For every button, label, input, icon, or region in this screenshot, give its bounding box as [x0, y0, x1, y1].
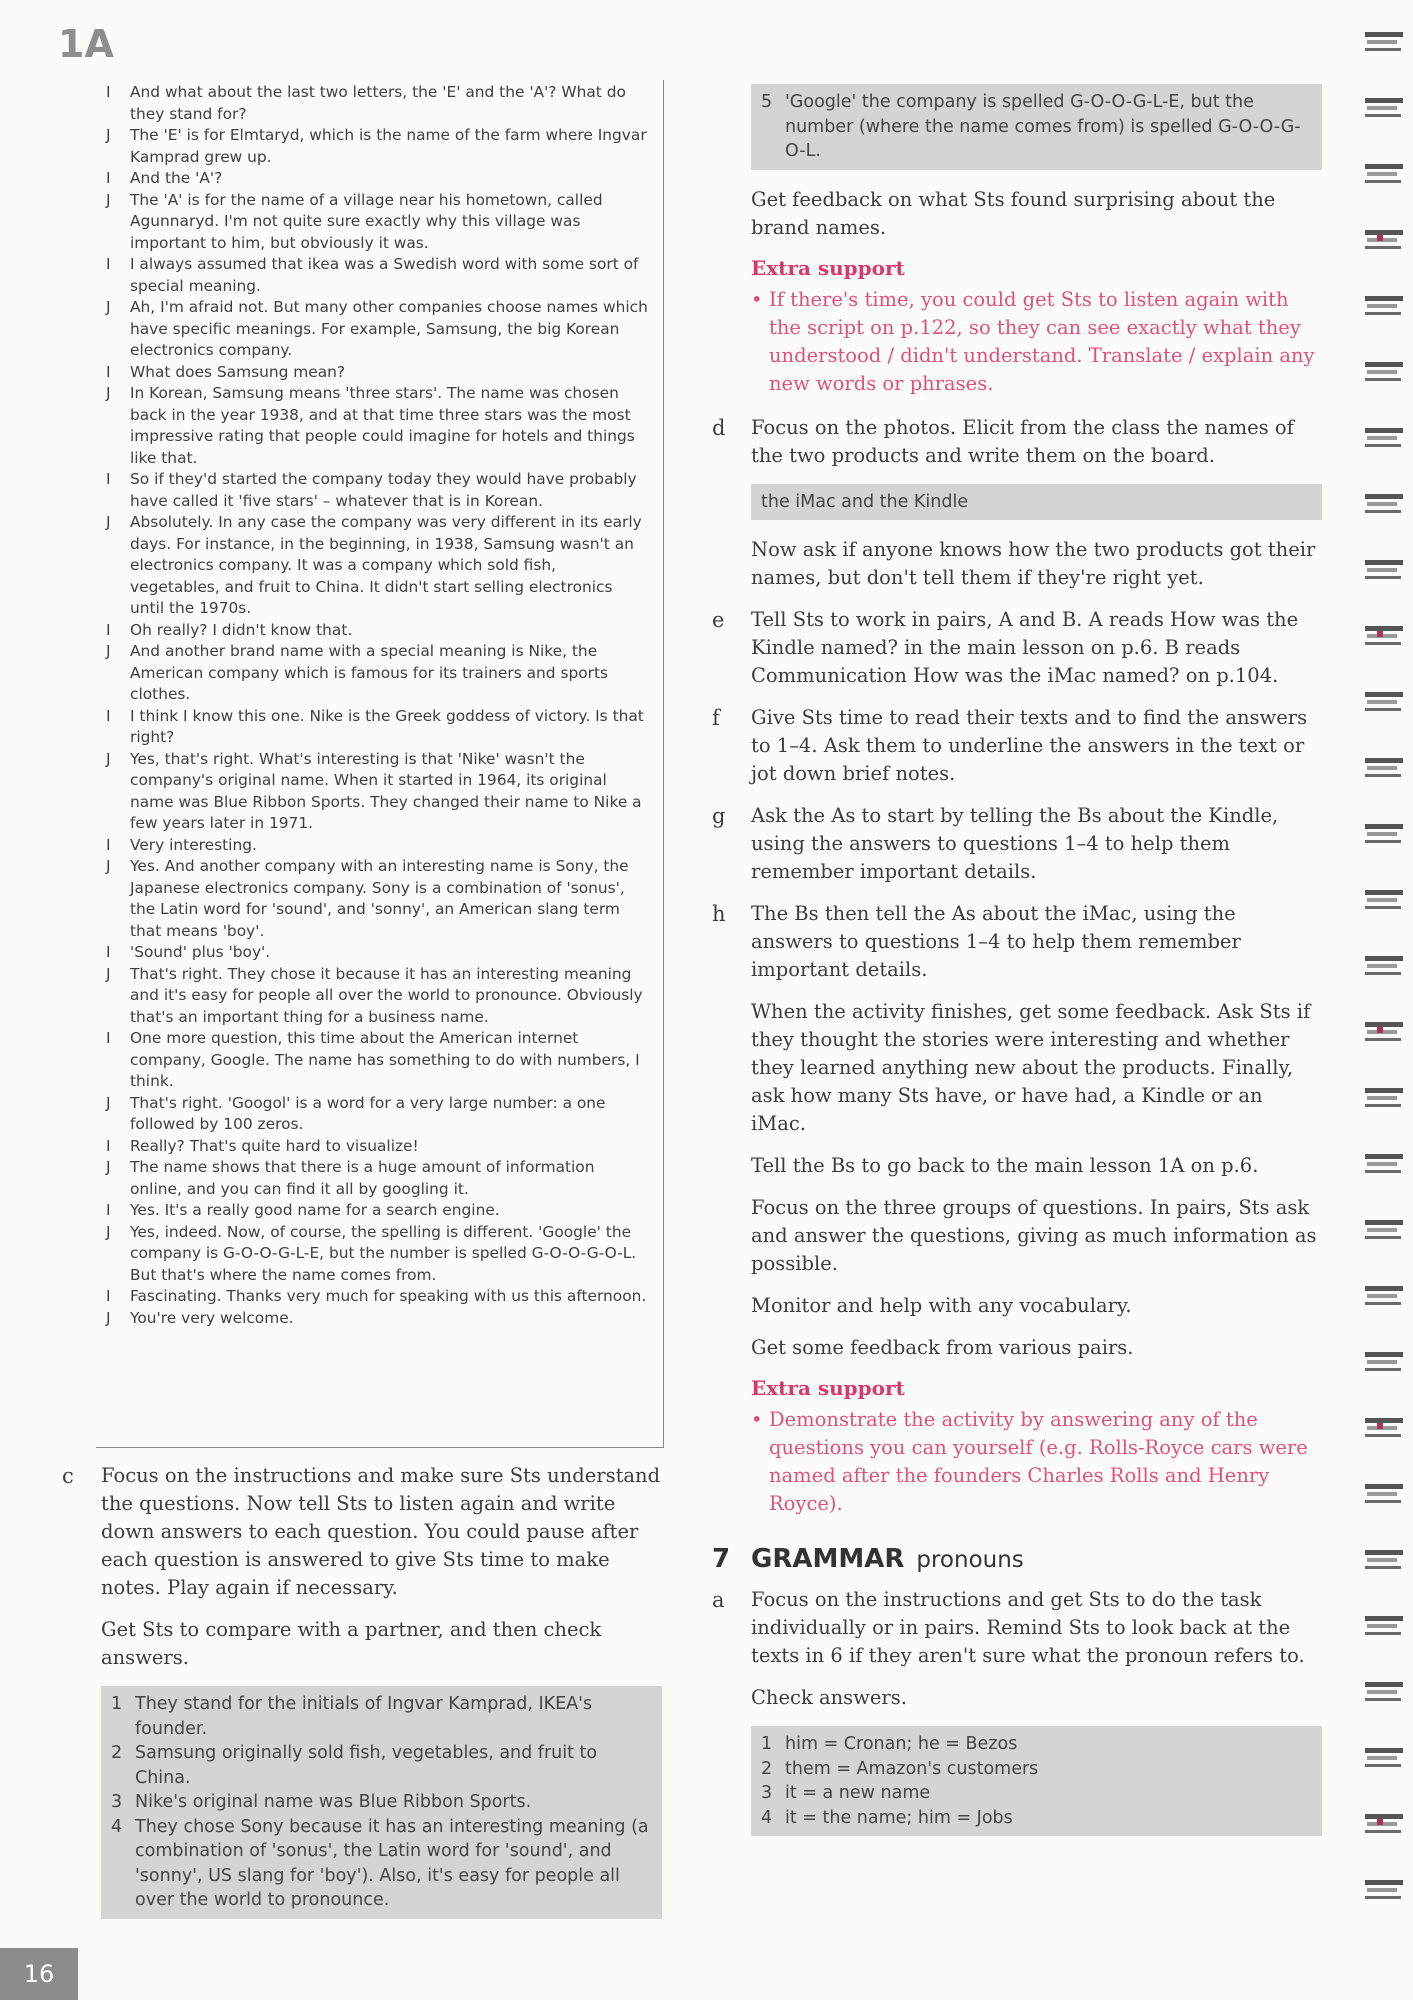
script-text: And another brand name with a special meaning is Nike, the American company which is famous for its trainers and sports clothes. [130, 642, 609, 703]
answer-text: They chose Sony because it has an interesting meaning (a combination of 'sonus', the Latin word for 'sound', and 'sonny', US slang for 'boy'). Also, it's easy for people all over the world to pronounce. [135, 1816, 649, 1910]
binding-ring [1365, 556, 1405, 586]
answer-box [751, 1726, 1322, 1836]
script-text: And what about the last two letters, the 'E' and the 'A'? What do they stand for? [130, 83, 626, 123]
script-line [106, 856, 649, 942]
paragraph: Get Sts to compare with a partner, and then check answers. [101, 1618, 602, 1669]
extra-support-heading: Extra support [751, 1376, 905, 1400]
script-line [106, 383, 649, 469]
script-text: That's right. They chose it because it has an interesting meaning and it's easy for people all over the world to pronounce. Obviously that's an important thing for a business name. [130, 964, 643, 1026]
answer-row [761, 1806, 1312, 1831]
script-text: That's right. 'Googol' is a word for a very large number: a one followed by 100 zeros. [130, 1093, 606, 1133]
section-title: GRAMMAR [751, 1544, 905, 1574]
answer-row [111, 1790, 652, 1815]
paragraph: Get feedback on what Sts found surprising about the brand names. [751, 187, 1276, 239]
binding-ring [1365, 820, 1405, 850]
script-text: Really? That's quite hard to visualize! [130, 1136, 419, 1155]
extra-support-body: If there's time, you could get Sts to listen again with the script on p.122, so they can see exactly what they understood / didn't understand. Translate / explain any new words or phrases. [769, 287, 1315, 395]
step-h [712, 900, 1322, 984]
script-line [106, 1308, 649, 1330]
script-text: Ah, I'm afraid not. But many other companies choose names which have specific meanings. For example, Samsung, the big Korean electronics company. [130, 298, 648, 359]
step-f [712, 704, 1322, 788]
binding-ring [1365, 886, 1405, 916]
speaker-label: I [106, 706, 111, 725]
script-line [106, 125, 649, 168]
speaker-label: I [106, 620, 111, 639]
speaker-label: J [106, 513, 111, 531]
script-line [106, 641, 649, 706]
extra-support-body: Demonstrate the activity by answering any of the questions you can yourself (e.g. Rolls-Royce cars were named after the founders Charles Rolls and Henry Royce). [769, 1408, 1308, 1515]
script-text: What does Samsung mean? [130, 362, 346, 381]
speaker-label: I [106, 83, 111, 101]
script-text: The 'A' is for the name of a village near his hometown, called Agunnaryd. I'm not quite sure exactly why this village was important to him, but obviously it was. [130, 190, 603, 252]
answer-text: them = Amazon's customers [785, 1758, 1039, 1779]
script-text: Fascinating. Thanks very much for speaking with us this afternoon. [130, 1287, 647, 1305]
answer-text: him = Cronan; he = Bezos [785, 1734, 1018, 1754]
step-c [62, 1462, 662, 1602]
script-text: The 'E' is for Elmtaryd, which is the name of the farm where Ingvar Kamprad grew up. [130, 126, 647, 166]
script-line [106, 190, 649, 255]
binding-ring [1365, 424, 1405, 454]
script-text: Yes. It's a really good name for a search engine. [130, 1201, 500, 1219]
step-text: Tell Sts to work in pairs, A and B. A reads How was the Kindle named? in the main lesson on p.6. B reads Communication How was the iMac named? on p.104. [751, 608, 1299, 687]
answer-text: it = the name; him = Jobs [785, 1807, 1013, 1828]
script-line [106, 82, 649, 125]
binding-ring [1365, 1150, 1405, 1180]
right-column [712, 84, 1322, 1852]
speaker-label: J [106, 1308, 111, 1327]
script-line [106, 1200, 649, 1222]
step-letter: d [712, 415, 726, 440]
paragraph: Now ask if anyone knows how the two products got their names, but don't tell them if they're right yet. [751, 538, 1316, 589]
script-line [106, 297, 649, 362]
answer-row [111, 1741, 652, 1790]
answer-box [751, 84, 1322, 170]
script-line [106, 1222, 649, 1287]
answer-num: 4 [111, 1816, 123, 1837]
speaker-label: I [106, 1201, 111, 1219]
left-column [62, 1462, 662, 1935]
answer-num: 3 [761, 1783, 773, 1803]
binding-ring [1365, 490, 1405, 520]
script-line [106, 835, 649, 857]
step-text: Give Sts time to read their texts and to find the answers to 1–4. Ask them to underline the answers in the text or jot down brief notes. [751, 706, 1308, 785]
binding-ring [1365, 688, 1405, 718]
script-text: Yes, that's right. What's interesting is that 'Nike' wasn't the company's original name. When it started in 1964, its original name was Blue Ribbon Sports. They changed their name to Nike a few years later in 1971. [130, 749, 642, 832]
script-text: So if they'd started the company today they would have probably have called it 'five stars' – whatever that is in Korean. [130, 470, 637, 510]
speaker-label: J [106, 642, 111, 660]
script-line [106, 942, 649, 964]
answer-text: the iMac and the Kindle [761, 491, 969, 512]
answer-num: 1 [111, 1694, 123, 1714]
extra-support-text [751, 286, 1322, 398]
step-text: Ask the As to start by telling the Bs about the Kindle, using the answers to questions 1–4 to help them remember important details. [751, 804, 1279, 883]
script-text: One more question, this time about the American internet company, Google. The name has something to do with numbers, I think. [130, 1029, 640, 1090]
speaker-label: I [106, 255, 111, 273]
step-letter: h [712, 902, 726, 926]
speaker-label: I [106, 1136, 111, 1155]
section-subtitle: pronouns [916, 1547, 1024, 1573]
step-letter: c [62, 1464, 74, 1488]
step-text: Focus on the photos. Elicit from the class the names of the two products and write them on the board. [751, 415, 1294, 467]
script-line [106, 1093, 649, 1136]
speaker-label: J [106, 190, 111, 209]
speaker-label: I [106, 1029, 111, 1047]
script-text: You're very welcome. [130, 1308, 294, 1327]
binding-ring [1365, 28, 1405, 58]
step-letter: a [712, 1588, 725, 1612]
speaker-label: I [106, 835, 111, 854]
speaker-label: I [106, 470, 111, 488]
script-line [106, 1136, 649, 1158]
step-letter: f [712, 706, 720, 730]
script-text: In Korean, Samsung means 'three stars'. The name was chosen back in the year 1938, and at that time three stars was the most impressive rating that people could imagine for hotels and things like that. [130, 384, 635, 467]
answer-row [111, 1815, 652, 1913]
answer-num: 5 [761, 92, 773, 112]
binding-ring [1365, 1744, 1405, 1774]
bullet-icon: • [751, 287, 763, 311]
script-text: Yes, indeed. Now, of course, the spelling is different. 'Google' the company is G-O-O-G-L-E, but the number is spelled G-O-O-G-O-L. But that's where the name comes from. [130, 1222, 637, 1284]
binding-ring [1365, 754, 1405, 784]
paragraph: When the activity finishes, get some feedback. Ask Sts if they thought the stories were interesting and whether they learned anything new about the products. Finally, ask how many Sts have, or have had, a Kindle or an iMac. [751, 1000, 1311, 1135]
bullet-icon: • [751, 1408, 763, 1431]
answer-box [751, 484, 1322, 521]
script-line [106, 168, 649, 190]
speaker-label: J [106, 1222, 111, 1241]
answer-text: it = a new name [785, 1783, 931, 1803]
speaker-label: I [106, 362, 111, 381]
answer-text: They stand for the initials of Ingvar Kamprad, IKEA's founder. [135, 1694, 593, 1739]
step-letter: e [712, 608, 725, 632]
script-line [106, 1286, 649, 1308]
speaker-label: J [106, 126, 111, 144]
binding-ring [1365, 358, 1405, 388]
script-text: Absolutely. In any case the company was very different in its early days. For instance, in the beginning, in 1938, Samsung wasn't an electronics company. It was a company which sold fish, vegetables, and fruit to China. It didn't start selling electronics until the 1970s. [130, 513, 642, 617]
script-text: Very interesting. [130, 835, 257, 854]
step-text: The Bs then tell the As about the iMac, using the answers to questions 1–4 to help them remember important details. [751, 902, 1241, 981]
binding-ring [1365, 1810, 1405, 1840]
speaker-label: J [106, 749, 111, 768]
script-text: Yes. And another company with an interesting name is Sony, the Japanese electronics company. Sony is a combination of 'sonus', the Latin word for 'sound', and 'sonny', an American slang term that means 'boy'. [130, 857, 629, 940]
script-line [106, 1028, 649, 1093]
answer-text: Samsung originally sold fish, vegetables, and fruit to China. [135, 1743, 598, 1788]
paragraph: Focus on the three groups of questions. In pairs, Sts ask and answer the questions, giving as much information as possible. [751, 1196, 1317, 1275]
speaker-label: I [106, 943, 111, 961]
unit-label: 1A [58, 22, 114, 66]
step-text: Focus on the instructions and get Sts to do the task individually or in pairs. Remind Sts to look back at the texts in 6 if they aren't sure what the pronoun refers to. [751, 1588, 1305, 1667]
binding-ring [1365, 1216, 1405, 1246]
speaker-label: I [106, 1287, 111, 1305]
speaker-label: J [106, 1158, 111, 1176]
script-line [106, 254, 649, 297]
page-number: 16 [0, 1948, 78, 2000]
step-g [712, 802, 1322, 886]
binding-ring [1365, 1348, 1405, 1378]
paragraph: Monitor and help with any vocabulary. [751, 1294, 1132, 1317]
binding-ring [1365, 1876, 1405, 1906]
binding-ring [1365, 292, 1405, 322]
speaker-label: J [106, 1093, 111, 1112]
binding-ring [1365, 94, 1405, 124]
extra-support-text [751, 1406, 1322, 1518]
speaker-label: J [106, 857, 111, 875]
step-7a [712, 1586, 1322, 1670]
section-number: 7 [712, 1544, 731, 1574]
answer-row [111, 1692, 652, 1741]
binding-ring [1365, 1018, 1405, 1048]
answer-num: 2 [111, 1743, 123, 1763]
binding-ring [1365, 952, 1405, 982]
script-line [106, 1157, 649, 1200]
script-line [106, 469, 649, 512]
answer-row [761, 1732, 1312, 1757]
answer-text: Nike's original name was Blue Ribbon Sports. [135, 1792, 532, 1812]
paragraph: Get some feedback from various pairs. [751, 1336, 1134, 1359]
answer-row [761, 1757, 1312, 1782]
script-text: And the 'A'? [130, 169, 223, 187]
answer-text: 'Google' the company is spelled G-O-O-G-L-E, but the number (where the name comes from) is spelled G-O-O-G-O-L. [785, 92, 1301, 161]
binding-ring [1365, 1084, 1405, 1114]
paragraph: Tell the Bs to go back to the main lesson 1A on p.6. [751, 1154, 1259, 1177]
extra-support-heading: Extra support [751, 255, 905, 280]
script-text: 'Sound' plus 'boy'. [130, 943, 271, 961]
binding-ring [1365, 160, 1405, 190]
script-line [106, 964, 649, 1029]
audio-script [96, 80, 664, 1448]
script-line [106, 706, 649, 749]
binding-ring [1365, 1612, 1405, 1642]
answer-row [761, 90, 1312, 164]
speaker-label: J [106, 384, 111, 402]
binding-ring [1365, 1282, 1405, 1312]
script-line [106, 512, 649, 620]
speaker-label: J [106, 298, 111, 316]
binding-ring [1365, 1546, 1405, 1576]
script-text: I always assumed that ikea was a Swedish word with some sort of special meaning. [130, 255, 639, 295]
section-heading [712, 1544, 1322, 1574]
speaker-label: J [106, 964, 111, 983]
script-line [106, 749, 649, 835]
step-d [712, 414, 1322, 470]
script-text: The name shows that there is a huge amount of information online, and you can find it all by googling it. [130, 1158, 595, 1198]
step-e [712, 606, 1322, 690]
answer-num: 3 [111, 1792, 123, 1812]
step-letter: g [712, 804, 726, 828]
speaker-label: I [106, 169, 111, 187]
binding-ring [1365, 622, 1405, 652]
answer-row [761, 1781, 1312, 1806]
binding-ring [1365, 1414, 1405, 1444]
answer-num: 2 [761, 1758, 773, 1779]
spiral-binding [1355, 0, 1413, 2000]
paragraph: Check answers. [751, 1686, 907, 1709]
answer-num: 1 [761, 1734, 773, 1754]
binding-ring [1365, 226, 1405, 256]
script-line [106, 620, 649, 642]
binding-ring [1365, 1678, 1405, 1708]
script-text: Oh really? I didn't know that. [130, 620, 353, 639]
script-text: I think I know this one. Nike is the Greek goddess of victory. Is that right? [130, 706, 644, 746]
answer-box [101, 1686, 662, 1919]
script-line [106, 362, 649, 384]
binding-ring [1365, 1480, 1405, 1510]
step-text: Focus on the instructions and make sure Sts understand the questions. Now tell Sts to listen again and write down answers to each question. You could pause after each question is answered to give Sts time to make notes. Play again if necessary. [101, 1464, 661, 1599]
answer-num: 4 [761, 1807, 773, 1828]
